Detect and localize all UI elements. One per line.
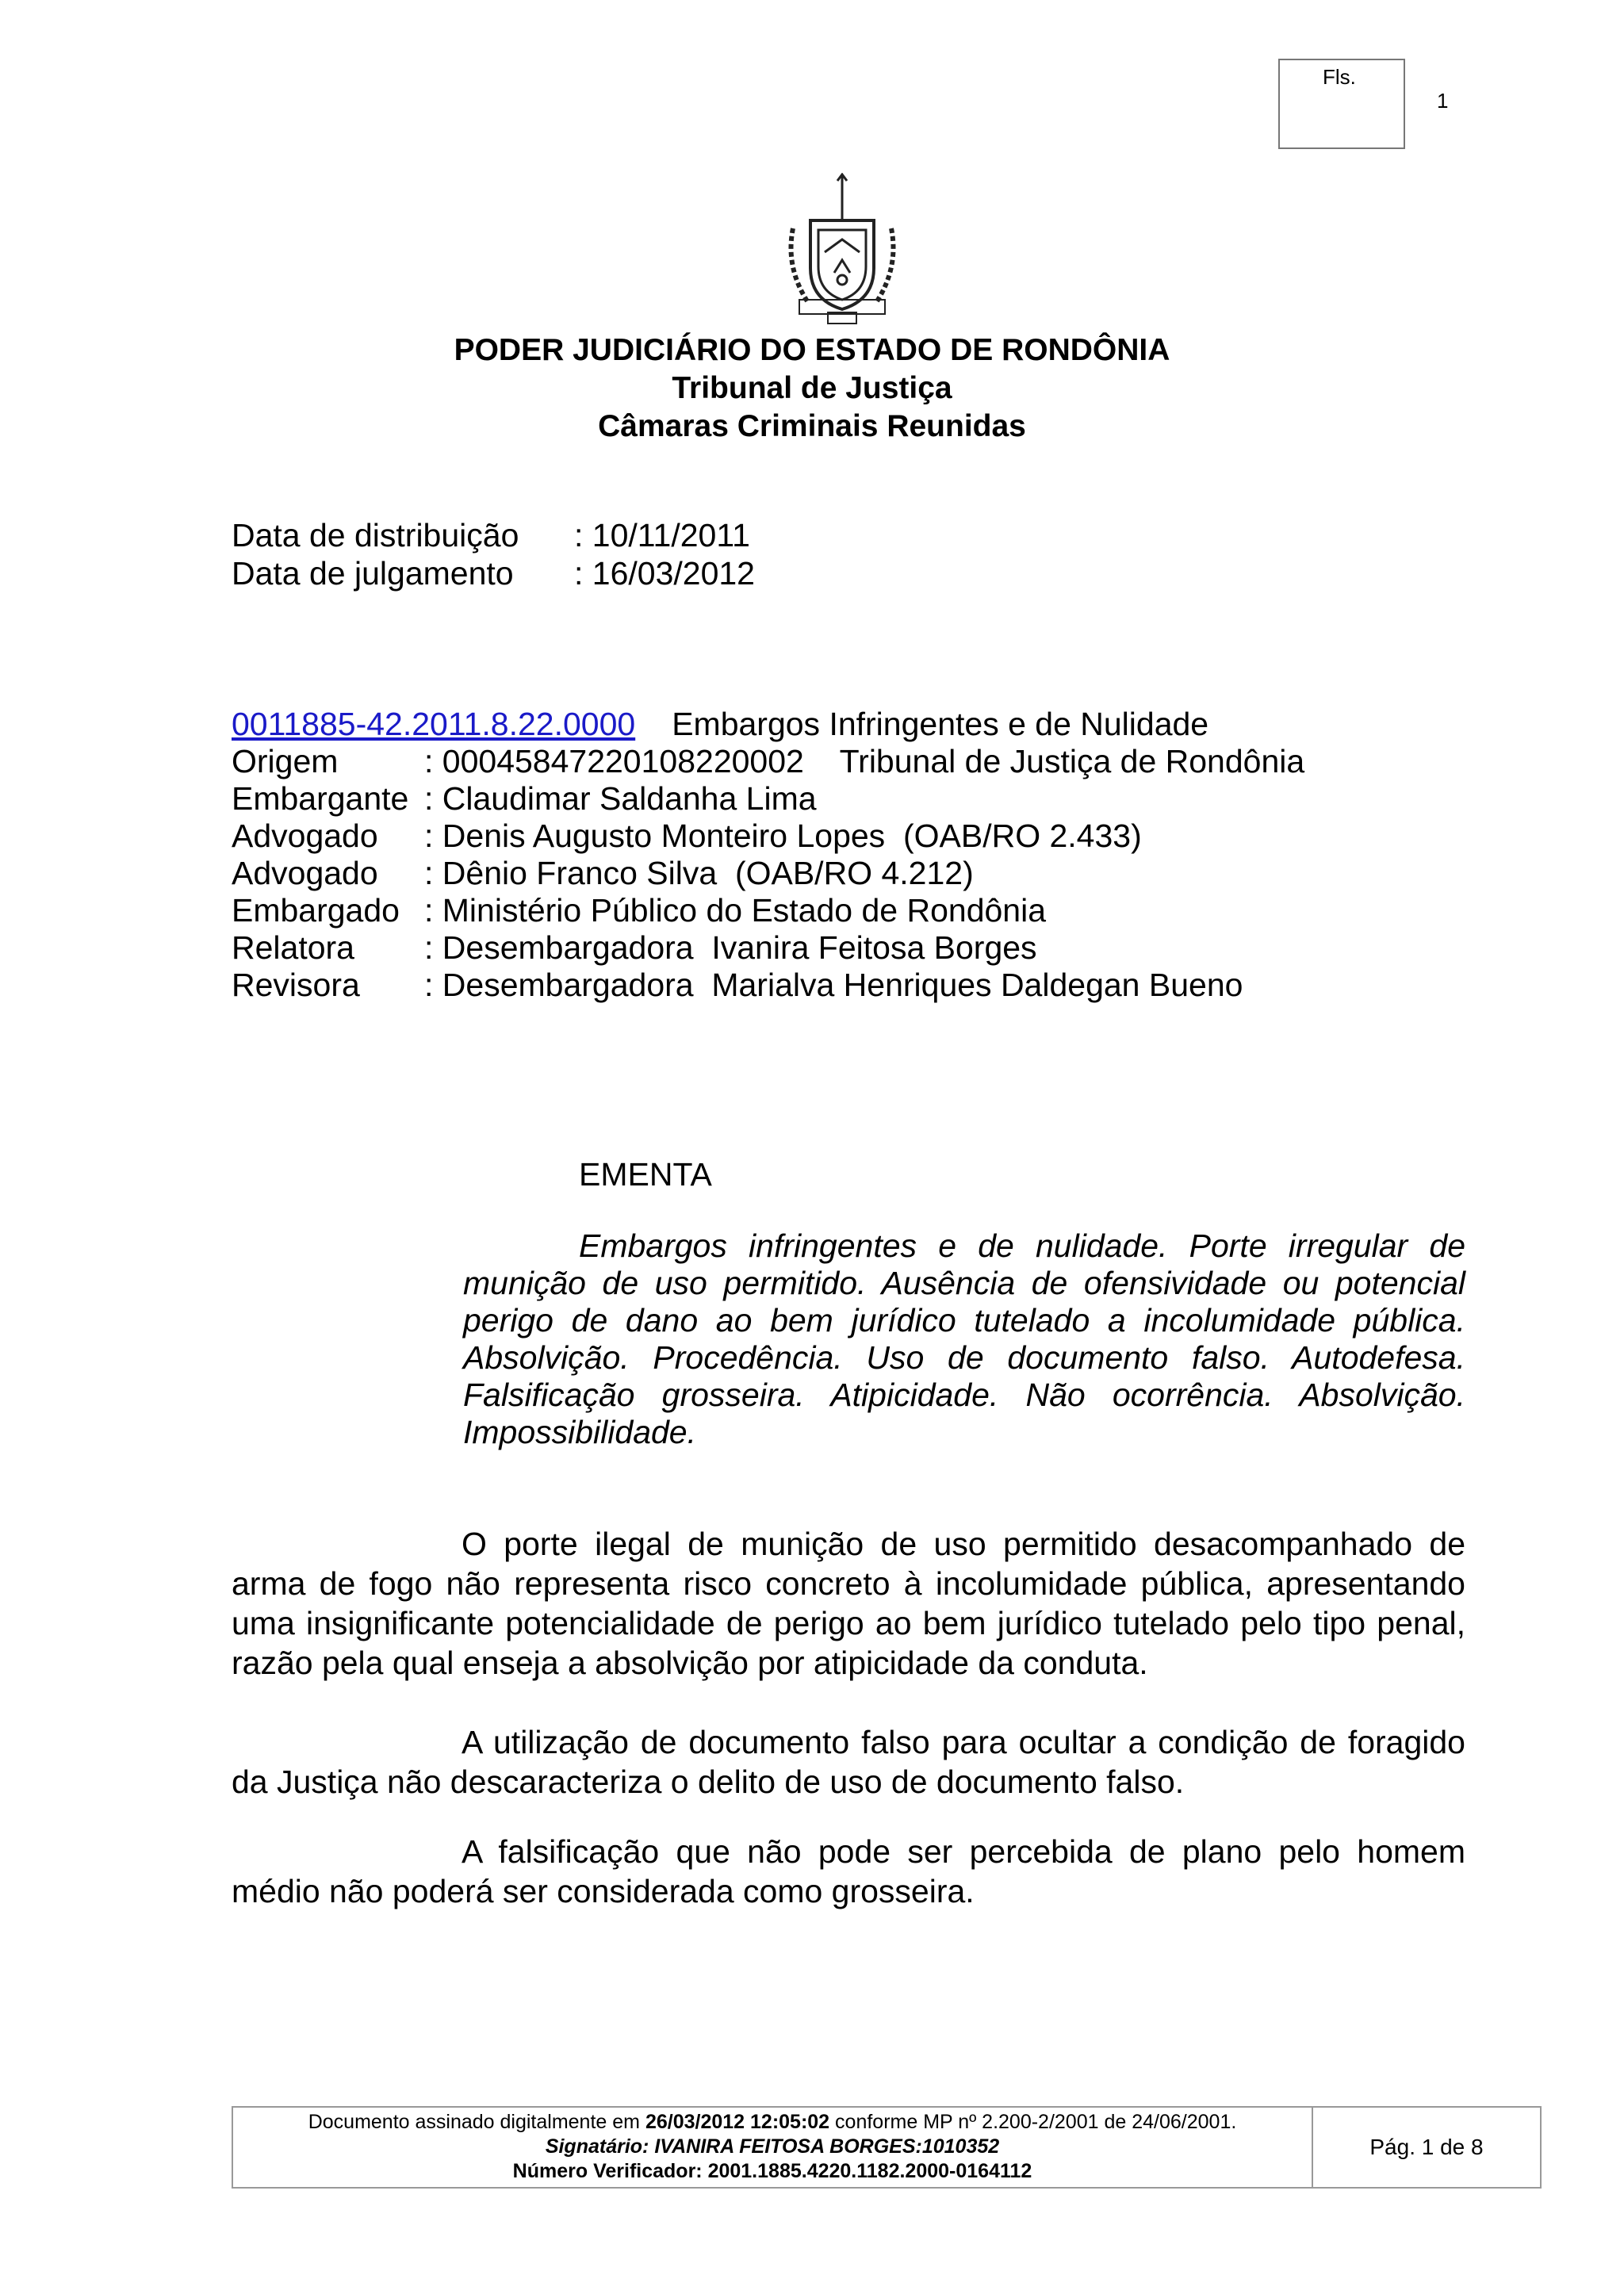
distribution-date-row [232, 517, 750, 554]
fls-page-number: 1 [1437, 89, 1449, 113]
party-value: : Claudimar Saldanha Lima [424, 780, 817, 817]
paragraph-text: O porte ilegal de munição de uso permitido desacompanhado de arma de fogo não representa risco concreto à incolumidade pública, apresentando uma insignificante potencialidade de perigo ao bem jurídico tutelado pelo tipo penal, razão pela qual enseja a absolvição por atipicidade da conduta. [232, 1526, 1465, 1681]
party-row-embargado [232, 892, 1046, 929]
header-court-name: PODER JUDICIÁRIO DO ESTADO DE RONDÔNIA [454, 333, 1170, 367]
verifier-number: Número Verificador: 2001.1885.4220.1182.2000-0164112 [512, 2160, 1032, 2182]
ementa-text [463, 1227, 1465, 1451]
party-row-embargante [232, 780, 817, 818]
party-row-advogado-1 [232, 818, 1142, 855]
judgment-date-row [232, 555, 755, 592]
signature-footer [232, 2106, 1542, 2189]
header-chamber: Câmaras Criminais Reunidas [598, 409, 1026, 443]
process-number-link[interactable]: 0011885-42.2011.8.22.0000 [232, 706, 636, 742]
coat-of-arms-icon [761, 173, 936, 331]
signed-line [233, 2110, 1312, 2135]
signed-datetime: 26/03/2012 12:05:02 [645, 2111, 830, 2133]
party-value: : Denis Augusto Monteiro Lopes (OAB/RO 2.433) [424, 818, 1142, 854]
paragraph [232, 1832, 1465, 1911]
header-tribunal: Tribunal de Justiça [672, 371, 952, 405]
party-label: Revisora [232, 967, 360, 1003]
party-label: Origem [232, 743, 339, 779]
process-row [232, 706, 1208, 743]
fls-label: Fls. [1323, 65, 1356, 89]
party-value: : 00045847220108220002 Tribunal de Justiça de Rondônia [424, 743, 1305, 779]
party-value: : Ministério Público do Estado de Rondônia [424, 892, 1047, 929]
party-label: Embargado [232, 892, 400, 929]
party-row-revisora [232, 967, 1243, 1004]
judgment-date-label: Data de julgamento [232, 555, 514, 592]
distribution-date-label: Data de distribuição [232, 517, 519, 553]
party-value: : Desembargadora Ivanira Feitosa Borges [424, 929, 1037, 966]
signature-info [233, 2108, 1313, 2187]
paragraph-text: A utilização de documento falso para ocultar a condição de foragido da Justiça não descaracteriza o delito de uso de documento falso. [232, 1724, 1465, 1800]
process-type: Embargos Infringentes e de Nulidade [672, 706, 1209, 742]
party-row-origem [232, 743, 1304, 780]
distribution-date-value: : 10/11/2011 [574, 517, 750, 553]
party-value: : Desembargadora Marialva Henriques Daldegan Bueno [424, 967, 1243, 1003]
paragraph [232, 1524, 1465, 1683]
judgment-date-value: : 16/03/2012 [574, 555, 755, 592]
party-label: Embargante [232, 780, 409, 817]
signed-prefix: Documento assinado digitalmente em [308, 2111, 645, 2133]
party-value: : Dênio Franco Silva (OAB/RO 4.212) [424, 855, 974, 891]
paragraph [232, 1722, 1465, 1802]
party-label: Relatora [232, 929, 354, 966]
ementa-body: Embargos infringentes e de nulidade. Porte irregular de munição de uso permitido. Ausência de ofensividade ou potencial perigo de dano ao bem jurídico tutelado a incolumidade pública. Absolvição. Procedência. Uso de documento falso. Autodefesa. Falsificação grosseira. Atipicidade. Não ocorrência. Absolvição. Impossibilidade. [463, 1227, 1465, 1450]
party-row-advogado-2 [232, 855, 974, 892]
paragraph-text: A falsificação que não pode ser percebida de plano pelo homem médio não poderá ser considerada como grosseira. [232, 1833, 1465, 1909]
signatory: Signatário: IVANIRA FEITOSA BORGES:1010352 [545, 2135, 1000, 2158]
ementa-title: EMENTA [579, 1156, 712, 1193]
page-indicator: Pág. 1 de 8 [1369, 2135, 1484, 2159]
party-label: Advogado [232, 818, 378, 854]
party-row-relatora [232, 929, 1037, 967]
signed-suffix: conforme MP nº 2.200-2/2001 de 24/06/2001. [829, 2111, 1237, 2133]
party-label: Advogado [232, 855, 378, 891]
